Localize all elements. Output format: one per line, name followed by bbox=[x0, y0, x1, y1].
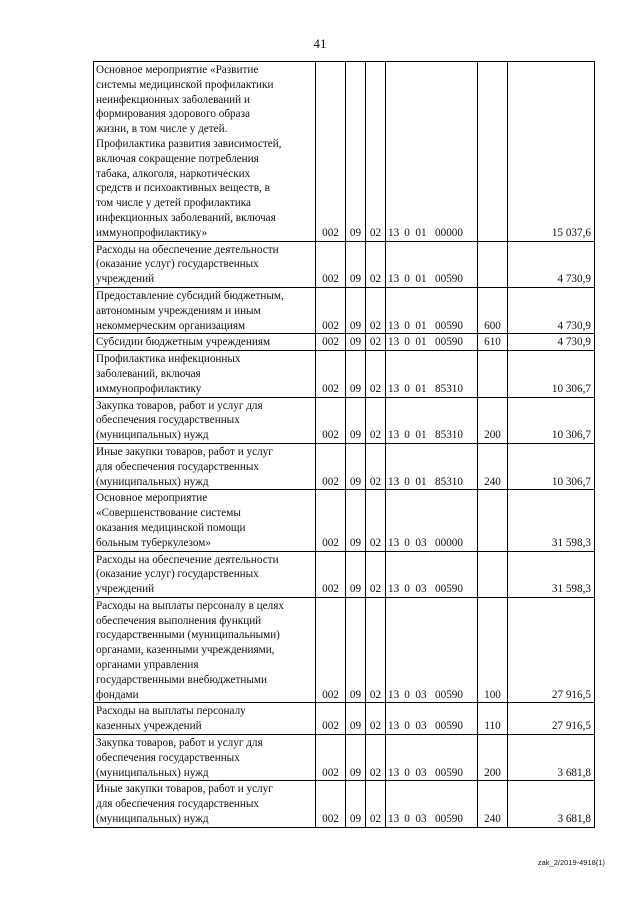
section-code: 09 bbox=[346, 351, 366, 397]
page-number: 41 bbox=[313, 36, 327, 51]
amount-value: 15 037,6 bbox=[508, 62, 595, 242]
target-article-part: 03 bbox=[415, 688, 427, 701]
expense-type-code: 110 bbox=[478, 703, 508, 735]
description-line: фондами bbox=[96, 688, 139, 701]
description-line: включая сокращение потребления bbox=[96, 152, 259, 165]
target-article-part: 13 bbox=[388, 226, 400, 239]
table-row bbox=[94, 443, 595, 489]
target-article-part: 13 bbox=[388, 766, 400, 779]
grbs-code: 002 bbox=[316, 551, 346, 597]
table-row bbox=[94, 351, 595, 397]
description-line: (муниципальных) нужд bbox=[96, 429, 209, 442]
subsection-code: 02 bbox=[366, 351, 386, 397]
description-line: Расходы на выплаты персоналу bbox=[96, 705, 246, 718]
amount-value: 10 306,7 bbox=[508, 443, 595, 489]
description-line: иммунопрофилактику bbox=[96, 382, 202, 395]
description-line: Профилактика инфекционных bbox=[96, 353, 241, 366]
subsection-code: 02 bbox=[366, 597, 386, 703]
row-description bbox=[94, 703, 316, 735]
target-article-part: 13 bbox=[388, 429, 400, 442]
budget-table-body bbox=[94, 62, 595, 828]
description-line: казенных учреждений bbox=[96, 720, 202, 733]
description-line: обеспечения государственных bbox=[96, 414, 240, 427]
expense-type-code: 200 bbox=[478, 397, 508, 443]
amount-value: 10 306,7 bbox=[508, 397, 595, 443]
target-article-part: 00590 bbox=[435, 813, 463, 826]
target-article-part: 13 bbox=[388, 336, 400, 349]
table-row bbox=[94, 781, 595, 827]
target-article-code bbox=[386, 287, 478, 333]
target-article-part: 85310 bbox=[435, 475, 463, 488]
table-row bbox=[94, 287, 595, 333]
target-article-part: 03 bbox=[415, 583, 427, 596]
table-row bbox=[94, 597, 595, 703]
description-line: Основное мероприятие bbox=[96, 492, 208, 505]
target-article-part: 13 bbox=[388, 813, 400, 826]
description-line: средств и психоактивных веществ, в bbox=[96, 182, 270, 195]
row-description bbox=[94, 735, 316, 781]
section-code: 09 bbox=[346, 703, 366, 735]
subsection-code: 02 bbox=[366, 397, 386, 443]
description-line: инфекционных заболеваний, включая bbox=[96, 211, 276, 224]
description-line: для обеспечения государственных bbox=[96, 798, 260, 811]
target-article-part: 01 bbox=[415, 273, 427, 286]
amount-value: 4 730,9 bbox=[508, 287, 595, 333]
amount-value: 3 681,8 bbox=[508, 781, 595, 827]
row-description bbox=[94, 490, 316, 551]
section-code: 09 bbox=[346, 735, 366, 781]
target-article-part: 01 bbox=[415, 382, 427, 395]
target-article-code bbox=[386, 735, 478, 781]
description-line: учреждений bbox=[96, 583, 155, 596]
target-article-part: 85310 bbox=[435, 382, 463, 395]
section-code: 09 bbox=[346, 287, 366, 333]
section-code: 09 bbox=[346, 62, 366, 242]
target-article-code bbox=[386, 781, 478, 827]
amount-value: 4 730,9 bbox=[508, 334, 595, 351]
target-article-part: 01 bbox=[415, 319, 427, 332]
target-article-part: 00590 bbox=[435, 720, 463, 733]
expense-type-code bbox=[478, 490, 508, 551]
target-article-part: 01 bbox=[415, 226, 427, 239]
target-article-part: 03 bbox=[415, 536, 427, 549]
grbs-code: 002 bbox=[316, 62, 346, 242]
amount-value: 3 681,8 bbox=[508, 735, 595, 781]
section-code: 09 bbox=[346, 551, 366, 597]
expense-type-code bbox=[478, 62, 508, 242]
target-article-code bbox=[386, 597, 478, 703]
amount-value: 31 598,3 bbox=[508, 490, 595, 551]
description-line: «Совершенствование системы bbox=[96, 507, 241, 520]
description-line: Расходы на обеспечение деятельности bbox=[96, 553, 279, 566]
target-article-part: 00000 bbox=[435, 536, 463, 549]
target-article-part: 13 bbox=[388, 382, 400, 395]
description-line: формирования здорового образа bbox=[96, 108, 250, 121]
description-line: (оказание услуг) государственных bbox=[96, 258, 259, 271]
description-line: органами управления bbox=[96, 659, 199, 672]
target-article-part: 01 bbox=[415, 336, 427, 349]
table-row bbox=[94, 334, 595, 351]
expense-type-code: 100 bbox=[478, 597, 508, 703]
row-description bbox=[94, 443, 316, 489]
subsection-code: 02 bbox=[366, 781, 386, 827]
target-article-part: 00590 bbox=[435, 766, 463, 779]
document-footer-code: zak_2/2019-4918(1) bbox=[537, 858, 605, 867]
subsection-code: 02 bbox=[366, 287, 386, 333]
target-article-part: 0 bbox=[404, 226, 410, 239]
table-row bbox=[94, 551, 595, 597]
target-article-part: 85310 bbox=[435, 429, 463, 442]
section-code: 09 bbox=[346, 597, 366, 703]
target-article-part: 13 bbox=[388, 273, 400, 286]
target-article-code bbox=[386, 443, 478, 489]
description-line: автономным учреждениям и иным bbox=[96, 304, 261, 317]
description-line: органами, казенными учреждениями, bbox=[96, 644, 275, 657]
section-code: 09 bbox=[346, 397, 366, 443]
grbs-code: 002 bbox=[316, 703, 346, 735]
table-row bbox=[94, 490, 595, 551]
target-article-code bbox=[386, 62, 478, 242]
target-article-part: 00590 bbox=[435, 336, 463, 349]
expense-type-code bbox=[478, 351, 508, 397]
description-line: Основное мероприятие «Развитие bbox=[96, 64, 259, 76]
grbs-code: 002 bbox=[316, 397, 346, 443]
target-article-code bbox=[386, 703, 478, 735]
target-article-part: 13 bbox=[388, 720, 400, 733]
amount-value: 27 916,5 bbox=[508, 703, 595, 735]
target-article-part: 00590 bbox=[435, 583, 463, 596]
description-line: обеспечения государственных bbox=[96, 751, 240, 764]
target-article-part: 0 bbox=[404, 766, 410, 779]
description-line: государственными (муниципальными) bbox=[96, 629, 280, 642]
description-line: больным туберкулезом» bbox=[96, 536, 211, 549]
description-line: некоммерческим организациям bbox=[96, 319, 246, 332]
description-line: Расходы на обеспечение деятельности bbox=[96, 243, 279, 256]
description-line: для обеспечения государственных bbox=[96, 460, 260, 473]
description-line: Иные закупки товаров, работ и услуг bbox=[96, 783, 273, 796]
table-row bbox=[94, 735, 595, 781]
section-code: 09 bbox=[346, 241, 366, 287]
description-line: Закупка товаров, работ и услуг для bbox=[96, 737, 263, 750]
description-line: Закупка товаров, работ и услуг для bbox=[96, 399, 263, 412]
target-article-part: 0 bbox=[404, 319, 410, 332]
expense-type-code: 240 bbox=[478, 443, 508, 489]
target-article-part: 0 bbox=[404, 475, 410, 488]
description-line: учреждений bbox=[96, 273, 155, 286]
expense-type-code: 240 bbox=[478, 781, 508, 827]
target-article-part: 0 bbox=[404, 382, 410, 395]
target-article-part: 03 bbox=[415, 813, 427, 826]
grbs-code: 002 bbox=[316, 597, 346, 703]
target-article-part: 01 bbox=[415, 429, 427, 442]
target-article-part: 13 bbox=[388, 475, 400, 488]
budget-table bbox=[93, 61, 595, 828]
target-article-part: 13 bbox=[388, 688, 400, 701]
grbs-code: 002 bbox=[316, 287, 346, 333]
table-row bbox=[94, 397, 595, 443]
subsection-code: 02 bbox=[366, 490, 386, 551]
grbs-code: 002 bbox=[316, 241, 346, 287]
target-article-part: 13 bbox=[388, 536, 400, 549]
target-article-part: 00000 bbox=[435, 226, 463, 239]
grbs-code: 002 bbox=[316, 781, 346, 827]
table-row bbox=[94, 703, 595, 735]
expense-type-code bbox=[478, 551, 508, 597]
table-row bbox=[94, 62, 595, 242]
description-line: государственными внебюджетными bbox=[96, 673, 267, 686]
description-line: табака, алкоголя, наркотических bbox=[96, 167, 251, 180]
subsection-code: 02 bbox=[366, 735, 386, 781]
description-line: (муниципальных) нужд bbox=[96, 475, 209, 488]
description-line: Иные закупки товаров, работ и услуг bbox=[96, 445, 273, 458]
subsection-code: 02 bbox=[366, 334, 386, 351]
amount-value: 10 306,7 bbox=[508, 351, 595, 397]
description-line: заболеваний, включая bbox=[96, 367, 201, 380]
target-article-code bbox=[386, 241, 478, 287]
row-description bbox=[94, 351, 316, 397]
description-line: Предоставление субсидий бюджетным, bbox=[96, 289, 284, 302]
description-line: Профилактика развития зависимостей, bbox=[96, 137, 282, 150]
target-article-code bbox=[386, 334, 478, 351]
target-article-part: 00590 bbox=[435, 319, 463, 332]
row-description bbox=[94, 62, 316, 242]
row-description bbox=[94, 397, 316, 443]
target-article-part: 0 bbox=[404, 688, 410, 701]
target-article-part: 03 bbox=[415, 766, 427, 779]
grbs-code: 002 bbox=[316, 490, 346, 551]
row-description bbox=[94, 241, 316, 287]
subsection-code: 02 bbox=[366, 443, 386, 489]
amount-value: 27 916,5 bbox=[508, 597, 595, 703]
target-article-part: 13 bbox=[388, 583, 400, 596]
description-line: неинфекционных заболеваний и bbox=[96, 93, 250, 106]
target-article-part: 00590 bbox=[435, 273, 463, 286]
subsection-code: 02 bbox=[366, 241, 386, 287]
amount-value: 31 598,3 bbox=[508, 551, 595, 597]
description-line: (оказание услуг) государственных bbox=[96, 568, 259, 581]
description-line: том числе у детей профилактика bbox=[96, 197, 251, 210]
grbs-code: 002 bbox=[316, 443, 346, 489]
section-code: 09 bbox=[346, 490, 366, 551]
grbs-code: 002 bbox=[316, 351, 346, 397]
target-article-part: 0 bbox=[404, 336, 410, 349]
section-code: 09 bbox=[346, 781, 366, 827]
target-article-code bbox=[386, 490, 478, 551]
target-article-code bbox=[386, 351, 478, 397]
target-article-part: 00590 bbox=[435, 688, 463, 701]
target-article-part: 01 bbox=[415, 475, 427, 488]
target-article-part: 0 bbox=[404, 536, 410, 549]
grbs-code: 002 bbox=[316, 735, 346, 781]
target-article-code bbox=[386, 551, 478, 597]
expense-type-code bbox=[478, 241, 508, 287]
row-description bbox=[94, 781, 316, 827]
section-code: 09 bbox=[346, 334, 366, 351]
table-row bbox=[94, 241, 595, 287]
grbs-code: 002 bbox=[316, 334, 346, 351]
target-article-part: 03 bbox=[415, 720, 427, 733]
expense-type-code: 610 bbox=[478, 334, 508, 351]
row-description bbox=[94, 597, 316, 703]
description-line: Субсидии бюджетным учреждениям bbox=[96, 336, 271, 349]
amount-value: 4 730,9 bbox=[508, 241, 595, 287]
expense-type-code: 200 bbox=[478, 735, 508, 781]
description-line: иммунопрофилактику» bbox=[96, 226, 208, 239]
subsection-code: 02 bbox=[366, 62, 386, 242]
target-article-code bbox=[386, 397, 478, 443]
target-article-part: 0 bbox=[404, 813, 410, 826]
row-description bbox=[94, 551, 316, 597]
row-description bbox=[94, 287, 316, 333]
row-description bbox=[94, 334, 316, 351]
description-line: (муниципальных) нужд bbox=[96, 766, 209, 779]
subsection-code: 02 bbox=[366, 551, 386, 597]
description-line: жизни, в том числе у детей. bbox=[96, 123, 228, 136]
target-article-part: 0 bbox=[404, 720, 410, 733]
subsection-code: 02 bbox=[366, 703, 386, 735]
description-line: обеспечения выполнения функций bbox=[96, 614, 262, 627]
target-article-part: 0 bbox=[404, 583, 410, 596]
expense-type-code: 600 bbox=[478, 287, 508, 333]
description-line: (муниципальных) нужд bbox=[96, 813, 209, 826]
description-line: системы медицинской профилактики bbox=[96, 78, 274, 91]
target-article-part: 0 bbox=[404, 429, 410, 442]
section-code: 09 bbox=[346, 443, 366, 489]
target-article-part: 0 bbox=[404, 273, 410, 286]
description-line: оказания медицинской помощи bbox=[96, 521, 246, 534]
target-article-part: 13 bbox=[388, 319, 400, 332]
description-line: Расходы на выплаты персоналу в целях bbox=[96, 599, 284, 612]
